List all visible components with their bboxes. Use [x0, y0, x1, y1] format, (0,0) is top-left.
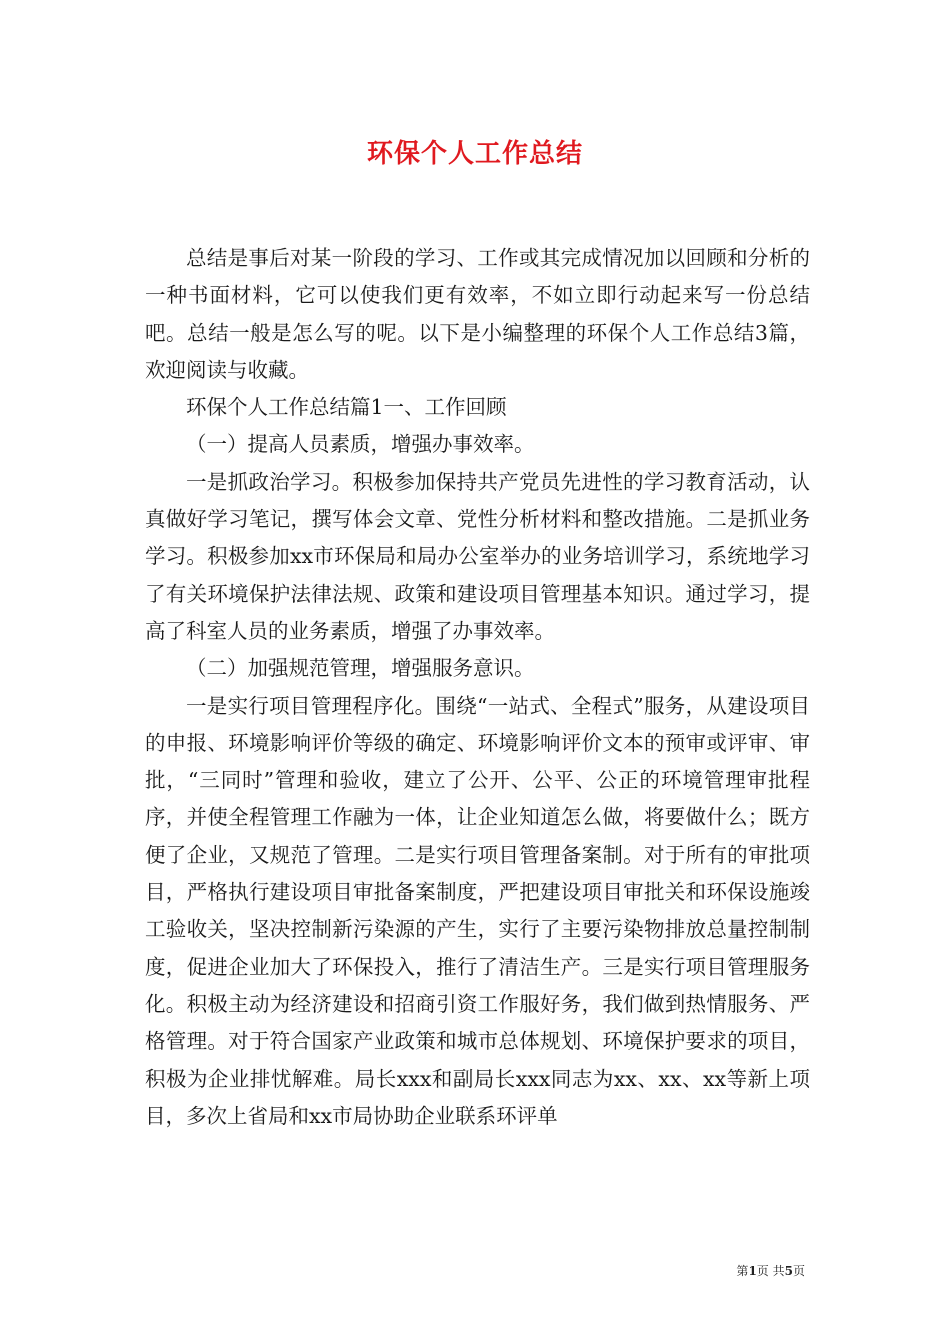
page-footer [736, 1262, 805, 1279]
paragraph-body-1: 一是抓政治学习。积极参加保持共产党员先进性的学习教育活动，认真做好学习笔记，撰写体会文章、党性分析材料和整改措施。二是抓业务学习。积极参加xx市环保局和局办公室举办的业务培训学习，系统地学习了有关环境保护法律法规、政策和建设项目管理基本知识。通过学习，提高了科室人员的业务素质，增强了办事效率。 [145, 469, 810, 643]
footer-suffix: 页 [792, 1264, 805, 1278]
paragraph-subheading-1: （一）提高人员素质，增强办事效率。 [186, 432, 535, 457]
paragraph-intro: 总结是事后对某一阶段的学习、工作或其完成情况加以回顾和分析的一种书面材料，它可以使我们更有效率，不如立即行动起来写一份总结吧。总结一般是怎么写的呢。以下是小编整理的环保个人工作总结3篇，欢迎阅读与收藏。 [145, 246, 810, 382]
document-title: 环保个人工作总结 [366, 139, 583, 169]
footer-middle: 页 共 [756, 1264, 785, 1278]
paragraph-subheading-2: （二）加强规范管理，增强服务意识。 [186, 656, 535, 681]
footer-total-pages: 5 [784, 1264, 793, 1278]
footer-current-page: 1 [748, 1264, 757, 1278]
footer-prefix: 第 [736, 1264, 749, 1278]
document-body [145, 240, 810, 1135]
paragraph-body-2: 一是实行项目管理程序化。围绕“一站式、全程式”服务，从建设项目的申报、环境影响评价等级的确定、环境影响评价文本的预审或评审、审批，“三同时”管理和验收，建立了公开、公平、公正的环境管理审批程序，并使全程管理工作融为一体，让企业知道怎么做，将要做什么；既方便了企业，又规范了管理。二是实行项目管理备案制。对于所有的审批项目，严格执行建设项目审批备案制度，严把建设项目审批关和环保设施竣工验收关，坚决控制新污染源的产生，实行了主要污染物排放总量控制制度，促进企业加大了环保投入，推行了清洁生产。三是实行项目管理服务化。积极主动为经济建设和招商引资工作服好务，我们做到热情服务、严格管理。对于符合国家产业政策和城市总体规划、环境保护要求的项目，积极为企业排忧解难。局长xxx和副局长xxx同志为xx、xx、xx等新上项目，多次上省局和xx市局协助企业联系环评单 [145, 693, 810, 1128]
paragraph-section-heading: 环保个人工作总结篇1一、工作回顾 [186, 395, 507, 420]
